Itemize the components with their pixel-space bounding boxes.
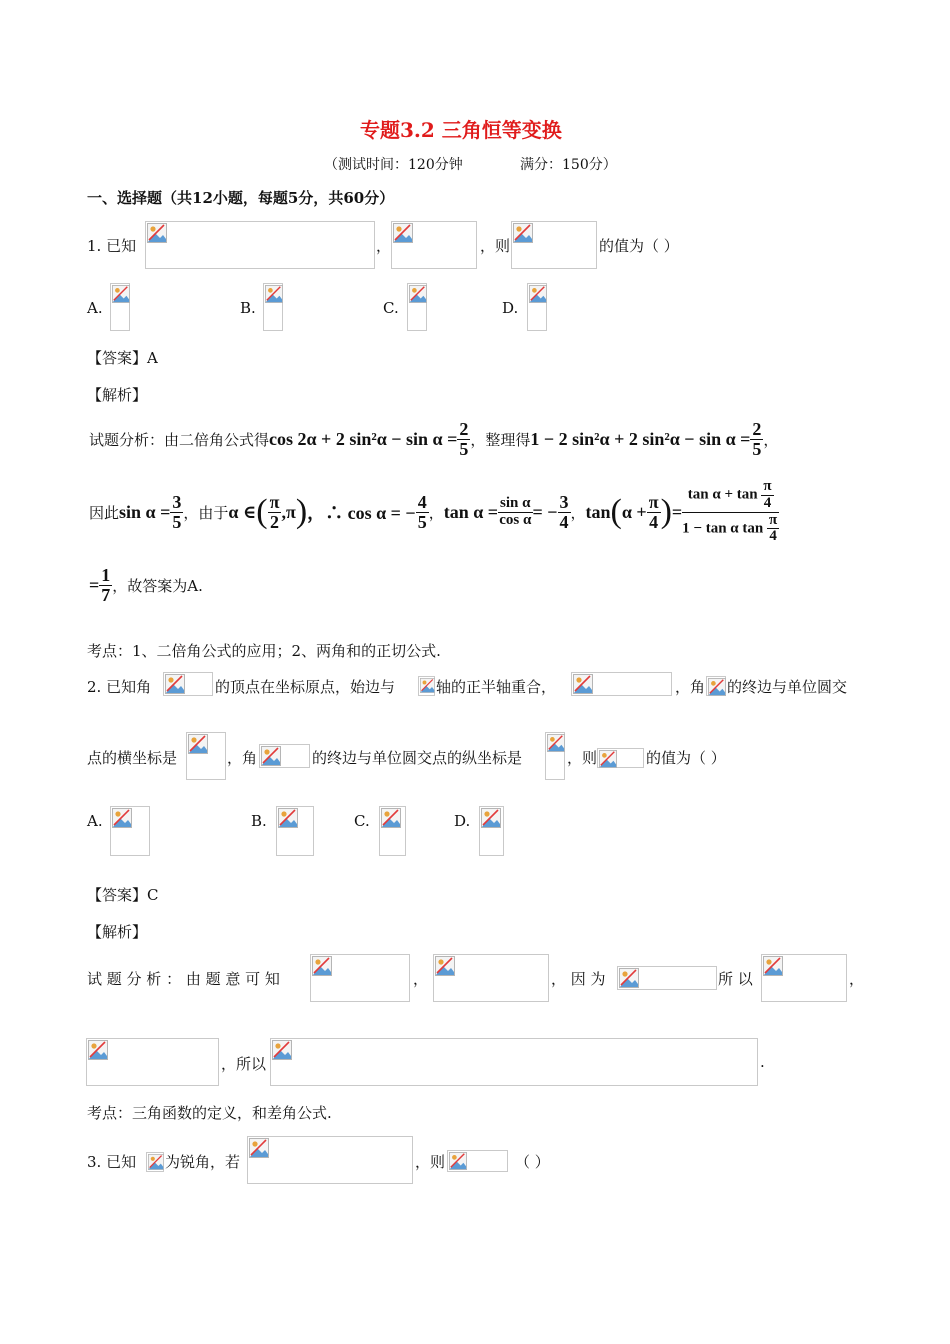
formula-image <box>186 732 226 780</box>
q1-option-c[interactable]: C. <box>383 299 399 317</box>
formula-image <box>571 672 672 696</box>
formula-image <box>263 283 283 331</box>
broken-image-icon <box>599 750 617 768</box>
formula-image <box>418 676 435 696</box>
formula-image <box>276 806 314 856</box>
broken-image-icon <box>381 808 401 828</box>
full-score: 满分：150分） <box>520 157 617 173</box>
numerator: π <box>763 478 772 494</box>
broken-image-icon <box>435 956 455 976</box>
q1-comma: ， <box>376 237 392 255</box>
formula-text: = <box>89 574 100 595</box>
denominator: 4 <box>769 528 777 545</box>
formula-image <box>527 283 547 331</box>
broken-image-icon <box>88 1040 108 1060</box>
q2-text: ，角 <box>227 749 258 767</box>
q2-text: ，角 <box>675 678 706 696</box>
denominator: 4 <box>649 511 659 532</box>
q2-answer: 【答案】C <box>87 886 159 904</box>
denominator: 5 <box>459 438 469 459</box>
q1-kaodian: 考点：1、二倍角公式的应用；2、两角和的正切公式. <box>87 642 441 660</box>
formula-text: 1 − 2 sin²α + 2 sin²α − sin α = <box>530 428 751 449</box>
denominator: 7 <box>101 584 111 605</box>
broken-image-icon <box>449 1152 467 1170</box>
q2-analysis-text: 所 以 <box>718 970 753 988</box>
formula-image <box>110 283 130 331</box>
q2-analysis-text: ， 因 为 <box>551 970 606 988</box>
q2-analysis-text: . <box>760 1053 765 1071</box>
broken-image-icon <box>312 956 332 976</box>
formula-image <box>86 1038 219 1086</box>
q1-prefix: 1. 已知 <box>87 237 137 255</box>
formula-text: ，∴ cos α = − <box>307 503 416 523</box>
broken-image-icon <box>112 285 130 303</box>
formula-text: α ∈ <box>228 501 257 522</box>
numerator: 2 <box>459 418 469 439</box>
q2-analysis-text: ， <box>849 970 865 988</box>
formula-text: 1 − tan α tan <box>682 520 764 537</box>
formula-image <box>110 806 150 856</box>
formula-image <box>247 1136 413 1184</box>
formula-text: ,π <box>281 501 296 522</box>
formula-image <box>259 744 310 768</box>
q2-option-b[interactable]: B. <box>251 812 267 830</box>
denominator: 5 <box>417 511 427 532</box>
formula-image <box>407 283 427 331</box>
q2-kaodian: 考点：三角函数的定义，和差角公式. <box>87 1104 332 1122</box>
denominator: 4 <box>559 511 569 532</box>
q1-answer: 【答案】A <box>87 349 158 367</box>
big-fraction <box>682 479 779 545</box>
q2-text: 的顶点在坐标原点，始边与 <box>215 678 396 696</box>
formula-image <box>617 966 717 990</box>
q2-text: 的终边与单位圆交点的纵坐标是 <box>312 749 523 767</box>
q2-option-c[interactable]: C. <box>354 812 370 830</box>
fraction <box>99 566 112 605</box>
formula-image <box>545 732 565 780</box>
denominator <box>682 513 779 546</box>
q2-analysis-text: ， <box>413 970 429 988</box>
text: 试题分析：由二倍角公式得 <box>89 430 270 449</box>
q2-option-d[interactable]: D. <box>454 812 471 830</box>
q2-text: 轴的正半轴重合， <box>436 678 557 696</box>
broken-image-icon <box>261 746 281 766</box>
q3-text: （ ） <box>515 1153 550 1171</box>
q2-text: 2. 已知角 <box>87 678 152 696</box>
formula-image <box>447 1150 508 1172</box>
section-heading: 一、选择题（共12小题，每题5分，共60分） <box>87 189 395 207</box>
q2-text: 的终边与单位圆交 <box>727 678 848 696</box>
broken-image-icon <box>112 808 132 828</box>
test-time: （测试时间：120分钟 <box>324 157 463 173</box>
formula-image <box>310 954 410 1002</box>
broken-image-icon <box>272 1040 292 1060</box>
q1-option-d[interactable]: D. <box>502 299 519 317</box>
formula-image <box>146 1152 164 1172</box>
fraction <box>170 493 183 532</box>
formula-image <box>597 748 644 768</box>
formula-image <box>391 221 477 269</box>
q2-text: 点的横坐标是 <box>87 749 178 767</box>
formula-image <box>379 806 406 856</box>
broken-image-icon <box>249 1138 269 1158</box>
formula-image <box>145 221 375 269</box>
q1-analysis-label: 【解析】 <box>87 386 148 404</box>
q1-analysis-line1: 试题分析：由二倍角公式得 cos 2α + 2 sin²α − sin α = $\frac{2}{5}$ ，整理得 1 − 2 sin²α + 2 sin²α − sin α = $\frac{2}{5}$ ， <box>89 418 779 459</box>
fraction <box>416 493 429 532</box>
broken-image-icon <box>481 808 501 828</box>
formula-text: α + <box>621 501 647 522</box>
formula-image <box>761 954 847 1002</box>
text: ，整理得 <box>470 430 531 449</box>
numerator: π <box>769 511 778 528</box>
q3-text: 3. 已知 <box>87 1153 137 1171</box>
fraction <box>761 479 773 512</box>
numerator: 2 <box>752 418 762 439</box>
broken-image-icon <box>165 674 185 694</box>
formula-text: tan <box>585 501 611 522</box>
fraction <box>457 420 470 459</box>
broken-image-icon <box>708 678 726 696</box>
denominator: 5 <box>172 511 182 532</box>
broken-image-icon <box>265 285 283 303</box>
formula-image <box>479 806 504 856</box>
broken-image-icon <box>573 674 593 694</box>
formula-text: = <box>671 501 683 522</box>
q2-option-a[interactable]: A. <box>87 812 103 830</box>
formula-image <box>433 954 549 1002</box>
formula-text: = − <box>532 501 558 522</box>
q2-analysis-label: 【解析】 <box>87 923 148 941</box>
text: 因此 <box>89 503 120 522</box>
broken-image-icon <box>547 734 565 752</box>
numerator: 4 <box>417 491 427 512</box>
formula-text: tan α + tan <box>687 486 758 503</box>
numerator: 1 <box>101 564 111 585</box>
q1-suffix: 的值为（ ） <box>599 237 679 255</box>
q1-analysis-line2: 因此 sin α = $\frac{3}{5}$ ，由于 α ∈ ( $\frac{\pi}{2}$ ,π ) ，∴ cos α = − $\frac{4}{5}$ ， tan α = $\frac{\text{sin α}}{\text{cos α}}$ = − $\frac{3}{4}$ ， tan ( α + $\frac{\pi}{4}$ ) = tan α + tan $\frac{\pi}{4}$ 1 − tan α tan $\frac{\pi}{4}$ <box>89 478 778 545</box>
text: ，故答案为A. <box>112 576 203 595</box>
formula-text: sin α = <box>119 501 171 522</box>
numerator: π <box>269 491 280 512</box>
numerator: sin α <box>500 494 531 511</box>
denominator: 2 <box>270 511 279 532</box>
numerator <box>682 479 779 513</box>
q2-text: ，则 <box>567 749 598 767</box>
broken-image-icon <box>188 734 208 754</box>
text: ， <box>428 503 444 522</box>
broken-image-icon <box>278 808 298 828</box>
q1-option-a[interactable]: A. <box>87 299 103 317</box>
denominator: 5 <box>752 438 762 459</box>
fraction <box>558 493 571 532</box>
broken-image-icon <box>619 968 639 988</box>
fraction <box>647 493 661 532</box>
broken-image-icon <box>148 1154 164 1170</box>
q1-analysis-line3 <box>89 562 203 608</box>
q3-text: 为锐角，若 <box>165 1153 241 1171</box>
broken-image-icon <box>393 223 413 243</box>
q2-text: 的值为（ ） <box>646 749 726 767</box>
fraction <box>750 420 763 459</box>
denominator: cos α <box>499 511 532 528</box>
text: ， <box>570 503 586 522</box>
formula-image <box>270 1038 758 1086</box>
formula-image <box>706 676 726 696</box>
fraction <box>498 496 532 529</box>
fraction <box>767 513 779 546</box>
formula-text: cos 2α + 2 sin²α − sin α = <box>269 428 458 449</box>
broken-image-icon <box>409 285 427 303</box>
broken-image-icon <box>513 223 533 243</box>
broken-image-icon <box>420 678 435 693</box>
formula-image <box>511 221 597 269</box>
broken-image-icon <box>529 285 547 303</box>
q2-analysis-text: 试 题 分 析 ： 由 题 意 可 知 <box>87 970 280 988</box>
fraction <box>268 493 282 532</box>
broken-image-icon <box>147 223 167 243</box>
page-title: 专题3.2 三角恒等变换 <box>360 118 562 142</box>
q3-text: ，则 <box>415 1153 446 1171</box>
numerator: π <box>648 491 659 512</box>
q1-option-b[interactable]: B. <box>240 299 256 317</box>
broken-image-icon <box>763 956 783 976</box>
formula-image <box>163 672 213 696</box>
numerator: 3 <box>172 491 182 512</box>
q1-then: ，则 <box>480 237 511 255</box>
q2-analysis-text: ，所以 <box>221 1055 267 1073</box>
denominator: 4 <box>763 494 772 511</box>
text: ，由于 <box>183 503 229 522</box>
formula-text: tan α = <box>443 501 499 522</box>
numerator: 3 <box>559 491 569 512</box>
